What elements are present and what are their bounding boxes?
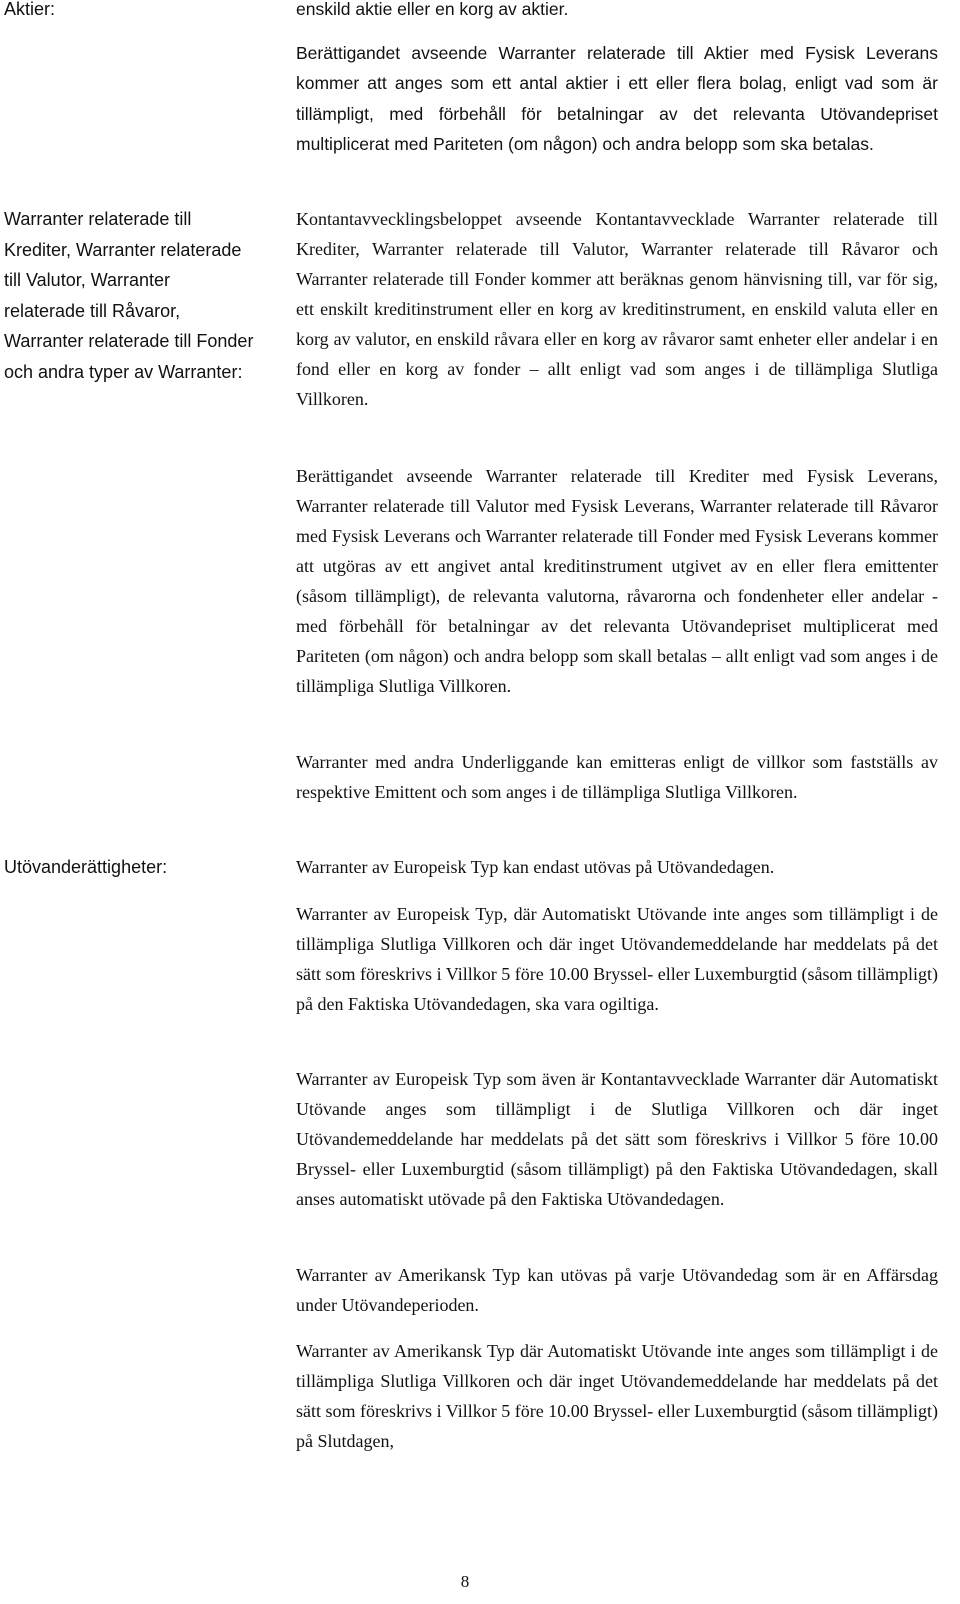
page-number: 8 [460,1572,470,1591]
label-aktier: Aktier: [4,0,56,19]
paragraph-aktier-continuation: enskild aktie eller en korg av aktier. [296,0,569,19]
paragraph-cash-settlement-amount: Kontantavvecklingsbeloppet avseende Kontantavvecklade Warranter relaterade till Krediter, Warranter relaterade till Valutor, Warranter relaterade till Råvaror och Warranter relaterade till Fonder kommer att beräknas genom hänvisning till, var för sig, ett enskilt kreditinstrument eller en korg av kreditinstrument, en enskild valuta eller en korg av valutor, en enskild råvara eller en korg av råvaror samt enheter eller andelar i en fond eller en korg av fonder – allt enligt vad som anges i de tillämpliga Slutliga Villkoren. [296,209,938,409]
label-exercise-rights: Utövanderättigheter: [4,857,168,877]
paragraph-american-business-day: Warranter av Amerikansk Typ kan utövas på varje Utövandedag som är en Affärsdag under Utövandeperioden. [296,1265,938,1315]
paragraph-american-automatic: Warranter av Amerikansk Typ där Automatiskt Utövande inte anges som tillämpligt i de tillämpliga Slutliga Villkoren och där inget Utövandemeddelande har meddelats på det sätt som föreskrivs i Villkor 5 före 10.00 Bryssel- eller Luxemburgtid (såsom tillämpligt) på Slutdagen, [296,1341,938,1451]
paragraph-other-underlyings: Warranter med andra Underliggande kan emitteras enligt de villkor som fastställs av respektive Emittent och som anges i de tillämpliga Slutliga Villkoren. [296,752,938,802]
label-other-warrants: Warranter relaterade till Krediter, Warranter relaterade till Valutor, Warranter relaterade till Råvaror, Warranter relaterade till Fonder och andra typer av Warranter: [4,209,254,382]
paragraph-physical-delivery-entitlement: Berättigandet avseende Warranter relaterade till Krediter med Fysisk Leverans, Warranter relaterade till Valutor med Fysisk Leverans, Warranter relaterade till Råvaror med Fysisk Leverans och Warranter relaterade till Fonder med Fysisk Leverans kommer att utgöras av ett angivet antal kreditinstrument utgivet av en eller flera emittenter (såsom tillämpligt), de relevanta valutorna, råvarorna och fondenheter eller andelar - med förbehåll för betalningar av det relevanta Utövandepriset multiplicerat med Pariteten (om någon) och andra belopp som skall betalas – allt enligt vad som anges i de tillämpliga Slutliga Villkoren. [296,466,938,696]
paragraph-european-void: Warranter av Europeisk Typ, där Automatiskt Utövande inte anges som tillämpligt i de tillämpliga Slutliga Villkoren och där inget Utövandemeddelande har meddelats på det sätt som föreskrivs i Villkor 5 före 10.00 Bryssel- eller Luxemburgtid (såsom tillämpligt) på den Faktiska Utövandedagen, ska vara ogiltiga. [296,904,938,1014]
paragraph-european-exercise-day: Warranter av Europeisk Typ kan endast utövas på Utövandedagen. [296,857,775,877]
paragraph-european-cash-settled: Warranter av Europeisk Typ som även är Kontantavvecklade Warranter där Automatiskt Utövande anges som tillämpligt i de Slutliga Villkoren och där inget Utövandemeddelande har meddelats på det sätt som föreskrivs i Villkor 5 före 10.00 Bryssel- eller Luxemburgtid (såsom tillämpligt) på den Faktiska Utövandedagen, skall anses automatiskt utövade på den Faktiska Utövandedagen. [296,1069,938,1209]
paragraph-aktier-physical-delivery: Berättigandet avseende Warranter relaterade till Aktier med Fysisk Leverans kommer att anges som ett antal aktier i ett eller flera bolag, enligt vad som är tillämpligt, med förbehåll för betalningar av det relevanta Utövandepriset multiplicerat med Pariteten (om någon) och andra belopp som ska betalas. [296,43,938,154]
